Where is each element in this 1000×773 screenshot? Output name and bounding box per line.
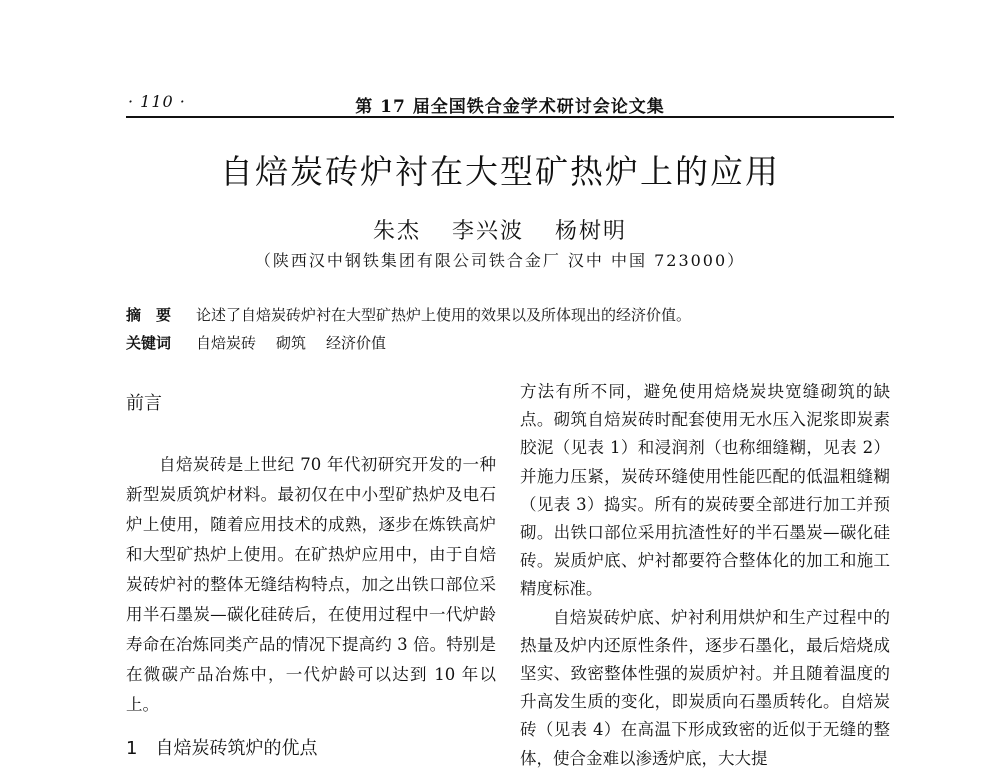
keyword: 经济价值 xyxy=(326,333,387,352)
keyword: 自焙炭砖 xyxy=(196,333,257,352)
journal-title: 第 17 届全国铁合金学术研讨会论文集 xyxy=(355,97,665,117)
page-number: · 110 · xyxy=(128,92,186,111)
abstract-text: 论述了自焙炭砖炉衬在大型矿热炉上使用的效果以及所体现出的经济价值。 xyxy=(196,305,692,324)
keyword: 砌筑 xyxy=(276,333,307,352)
running-header xyxy=(126,90,894,118)
intro-heading: 前言 xyxy=(126,393,162,414)
keywords-label: 关键词 xyxy=(126,333,172,352)
right-paragraph-1: 方法有所不同，避免使用焙烧炭块宽缝砌筑的缺点。砌筑自焙炭砖时配套使用无水压入泥浆即炭素胶泥（见表 1）和浸润剂（也称细缝糊，见表 2）并施力压紧，炭砖环缝使用性能匹配的低温粗缝糊（见表 3）捣实。所有的炭砖要全部进行加工并预砌。出铁口部位采用抗渣性好的半石墨炭—碳化硅砖。炭质炉底、炉衬都要符合整体化的加工和施工精度标准。 xyxy=(520,382,890,599)
affiliation: （陕西汉中钢铁集团有限公司铁合金厂 汉中 中国 723000） xyxy=(254,251,746,270)
authors: 朱杰 李兴波 杨树明 xyxy=(373,219,627,244)
section-1-heading: 1 自焙炭砖筑炉的优点 xyxy=(126,738,318,759)
left-column xyxy=(126,384,496,764)
paper-title: 自焙炭砖炉衬在大型矿热炉上的应用 xyxy=(220,152,780,191)
abstract-block xyxy=(126,300,886,356)
abstract-row xyxy=(126,300,886,328)
right-column xyxy=(520,378,890,773)
right-paragraph-2: 自焙炭砖炉底、炉衬利用烘炉和生产过程中的热量及炉内还原性条件，逐步石墨化，最后焙烧成坚实、致密整体性强的炭质炉衬。并且随着温度的升高发生质的变化，即炭质向石墨质转化。自焙炭砖（见表 4）在高温下形成致密的近似于无缝的整体，使合金难以渗透炉底，大大提 xyxy=(520,607,890,768)
keywords-row xyxy=(126,328,886,356)
abstract-label: 摘 要 xyxy=(126,305,172,324)
intro-paragraph: 自焙炭砖是上世纪 70 年代初研究开发的一种新型炭质筑炉材料。最初仅在中小型矿热炉及电石炉上使用，随着应用技术的成熟，逐步在炼铁高炉和大型矿热炉上使用。在矿热炉应用中，由于自焙炭砖炉衬的整体无缝结构特点，加之出铁口部位采用半石墨炭—碳化硅砖后，在使用过程中一代炉龄寿命在冶炼同类产品的情况下提高约 3 倍。特别是在微碳产品冶炼中，一代炉龄可以达到 10 年以上。 xyxy=(126,455,496,714)
